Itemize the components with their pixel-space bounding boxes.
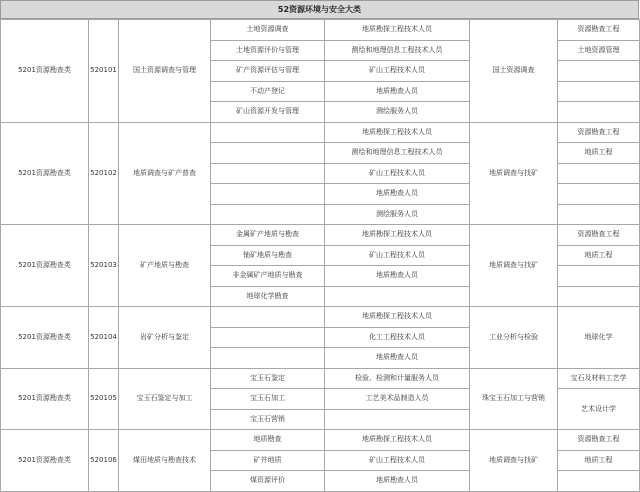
- direction-cell: 煤资源评价: [211, 471, 325, 492]
- occupation-cell: 矿山工程技术人员: [325, 163, 470, 184]
- continuing-cell: [558, 286, 640, 307]
- industry-cell: 地质调查与找矿: [470, 225, 558, 307]
- occupation-cell: 测绘服务人员: [325, 204, 470, 225]
- occupation-cell: 地质勘探工程技术人员: [325, 225, 470, 246]
- occupation-cell: [325, 409, 470, 430]
- major-code-cell: 520104: [89, 307, 119, 369]
- occupation-cell: 地质勘查人员: [325, 471, 470, 492]
- occupation-cell: 矿山工程技术人员: [325, 450, 470, 471]
- major-name-cell: 岩矿分析与鉴定: [119, 307, 211, 369]
- direction-cell: 铀矿地质与勘查: [211, 245, 325, 266]
- continuing-cell: 地质工程: [558, 245, 640, 266]
- major-code-cell: 520102: [89, 122, 119, 225]
- industry-cell: 地质调查与找矿: [470, 430, 558, 492]
- direction-cell: 矿井地质: [211, 450, 325, 471]
- continuing-cell: [558, 163, 640, 184]
- direction-cell: [211, 143, 325, 164]
- major-class-cell: 5201资源勘查类: [1, 368, 89, 430]
- major-class-cell: 5201资源勘查类: [1, 122, 89, 225]
- industry-cell: 地质调查与找矿: [470, 122, 558, 225]
- occupation-cell: 地质勘查人员: [325, 266, 470, 287]
- major-code-cell: 520101: [89, 20, 119, 123]
- continuing-cell: [558, 184, 640, 205]
- occupation-cell: 矿山工程技术人员: [325, 61, 470, 82]
- direction-cell: 不动产登记: [211, 81, 325, 102]
- direction-cell: [211, 348, 325, 369]
- table-row: [1, 225, 640, 246]
- continuing-cell: [558, 471, 640, 492]
- continuing-cell: 地质工程: [558, 143, 640, 164]
- major-class-cell: 5201资源勘查类: [1, 307, 89, 369]
- continuing-cell: 资源勘查工程: [558, 225, 640, 246]
- major-name-cell: 煤田地质与勘查技术: [119, 430, 211, 492]
- direction-cell: [211, 122, 325, 143]
- occupation-cell: 地质勘探工程技术人员: [325, 20, 470, 41]
- occupation-cell: 地质勘探工程技术人员: [325, 307, 470, 328]
- industry-cell: 珠宝玉石加工与营销: [470, 368, 558, 430]
- table-row: [1, 368, 640, 389]
- continuing-cell: [558, 204, 640, 225]
- major-name-cell: 地质调查与矿产普查: [119, 122, 211, 225]
- occupation-cell: 地质勘查人员: [325, 81, 470, 102]
- direction-cell: 矿产资源评估与管理: [211, 61, 325, 82]
- occupation-cell: 测绘和地理信息工程技术人员: [325, 143, 470, 164]
- major-name-cell: 国土资源调查与管理: [119, 20, 211, 123]
- direction-cell: [211, 307, 325, 328]
- table-row: [1, 430, 640, 451]
- occupation-cell: 矿山工程技术人员: [325, 245, 470, 266]
- direction-cell: [211, 184, 325, 205]
- major-name-cell: 矿产地质与勘查: [119, 225, 211, 307]
- major-code-cell: 520103: [89, 225, 119, 307]
- direction-cell: 宝玉石加工: [211, 389, 325, 410]
- continuing-cell: 资源勘查工程: [558, 122, 640, 143]
- table-row: [1, 20, 640, 41]
- continuing-cell: 地质工程: [558, 450, 640, 471]
- table-row: [1, 307, 640, 328]
- major-class-cell: 5201资源勘查类: [1, 225, 89, 307]
- continuing-cell: [558, 81, 640, 102]
- direction-cell: 宝玉石鉴定: [211, 368, 325, 389]
- major-code-cell: 520105: [89, 368, 119, 430]
- occupation-cell: 地质勘探工程技术人员: [325, 122, 470, 143]
- continuing-cell: 宝石及材料工艺学: [558, 368, 640, 389]
- occupation-cell: 工艺美术品制造人员: [325, 389, 470, 410]
- continuing-cell: 资源勘查工程: [558, 430, 640, 451]
- direction-cell: 土地资源评价与管理: [211, 40, 325, 61]
- table-title: 52资源环境与安全大类: [0, 0, 639, 19]
- direction-cell: 地球化学勘查: [211, 286, 325, 307]
- occupation-cell: 测绘和地理信息工程技术人员: [325, 40, 470, 61]
- occupation-cell: 地质勘查人员: [325, 348, 470, 369]
- major-class-cell: 5201资源勘查类: [1, 430, 89, 492]
- direction-cell: 非金属矿产地质与勘查: [211, 266, 325, 287]
- direction-cell: 矿山资源开发与管理: [211, 102, 325, 123]
- occupation-cell: 测绘服务人员: [325, 102, 470, 123]
- direction-cell: 宝玉石营销: [211, 409, 325, 430]
- industry-cell: 工业分析与检验: [470, 307, 558, 369]
- direction-cell: 地质勘查: [211, 430, 325, 451]
- direction-cell: 金属矿产地质与勘查: [211, 225, 325, 246]
- direction-cell: [211, 327, 325, 348]
- continuing-cell: [558, 266, 640, 287]
- continuing-cell: 地球化学: [558, 307, 640, 369]
- continuing-cell: 资源勘查工程: [558, 20, 640, 41]
- direction-cell: 土地资源调查: [211, 20, 325, 41]
- occupation-cell: 地质勘查人员: [325, 184, 470, 205]
- major-class-cell: 5201资源勘查类: [1, 20, 89, 123]
- occupation-cell: 地质勘探工程技术人员: [325, 430, 470, 451]
- continuing-cell: 艺术设计学: [558, 389, 640, 430]
- direction-cell: [211, 163, 325, 184]
- continuing-cell: [558, 102, 640, 123]
- continuing-cell: 土地资源管理: [558, 40, 640, 61]
- catalog-table: [0, 19, 640, 492]
- occupation-cell: [325, 286, 470, 307]
- major-name-cell: 宝玉石鉴定与加工: [119, 368, 211, 430]
- industry-cell: 国土资源调查: [470, 20, 558, 123]
- table-row: [1, 122, 640, 143]
- direction-cell: [211, 204, 325, 225]
- continuing-cell: [558, 61, 640, 82]
- occupation-cell: 检验、检测和计量服务人员: [325, 368, 470, 389]
- occupation-cell: 化工工程技术人员: [325, 327, 470, 348]
- major-code-cell: 520106: [89, 430, 119, 492]
